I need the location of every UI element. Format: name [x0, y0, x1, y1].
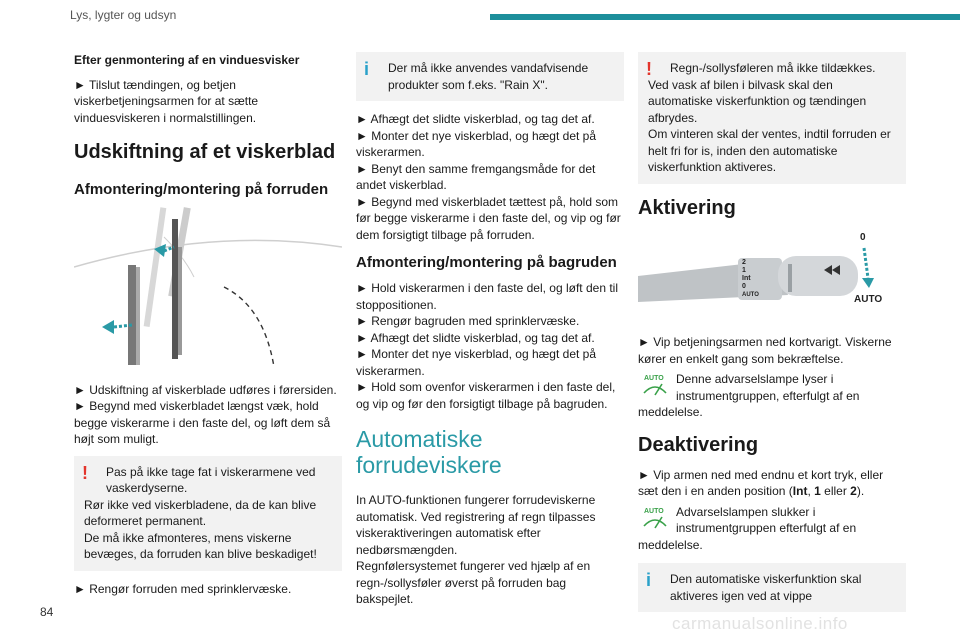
- wiper-lever-illustration: [638, 230, 906, 320]
- paragraph-slukker: Advarselslampen slukker i instrumentgruppen efterfulgt af en meddelelse.: [638, 504, 857, 552]
- auto-lamp-row-2: [638, 504, 906, 554]
- info-box-rain-x: [356, 52, 624, 101]
- lever-label-auto: AUTO: [742, 291, 759, 298]
- header-accent-bar: [490, 14, 960, 20]
- lever-label-0: 0: [742, 282, 746, 290]
- paragraph-rengor-forruden: ► Rengør forruden med sprinklervæske.: [74, 581, 292, 596]
- lever-label-1: 1: [742, 266, 746, 274]
- auto-wiper-lamp-icon: AUTO: [638, 504, 672, 532]
- warning-exclamation-icon: !: [646, 59, 652, 79]
- heading-aktivering: Aktivering: [638, 196, 736, 219]
- lever-figure: [638, 230, 906, 325]
- paragraph-efter-genmontering: ► Tilslut tændingen, og betjen viskerbetjeningsarmen for at sætte vinduesviskeren i normalstillingen.: [74, 77, 259, 125]
- warning-box-sensor: [638, 52, 906, 184]
- paragraph-forruden: ► Udskiftning af viskerblade udføres i førersiden. ► Begynd med viskerbladet længst væk, hold begge viskerarme i den faste del, og løft dem så højt som muligt.: [74, 382, 337, 446]
- warning-body: Ved vask af bilen i bilvask skal den automatiske viskerfunktion og tændingen afbrydes. Om vinteren skal der ventes, indtil forruden er helt fri for is, inden den automatiske viskerfunktion aktiveres.: [648, 77, 891, 174]
- heading-automatiske-forrudeviskere: [356, 426, 624, 478]
- info-text: Den automatiske viskerfunktion skal aktiveres igen ved at vippe: [670, 572, 862, 603]
- info-icon: i: [646, 570, 652, 590]
- running-header-title: Lys, lygter og udsyn: [70, 8, 177, 22]
- paragraph-bagruden: ► Hold viskerarmen i den faste del, og løft den til stoppositionen. ► Rengør bagruden med sprinklervæske. ► Afhægt det slidte viskerblad, og tag det af. ► Monter det nye viskerblad, og hægt det på viskerarmen. ► Hold som ovenfor viskerarmen i den faste del, og vip og før den forsigtigt tilbage på bagruden.: [356, 281, 618, 411]
- heading-udskiftning: Udskiftning af et viskerblad: [74, 141, 336, 163]
- watermark: carmanualsonline.info: [672, 614, 848, 633]
- paragraph-vip: ► Vip betjeningsarmen ned kortvarigt. Viskerne kører en enkelt gang som bekræftelse.: [638, 335, 892, 366]
- lever-label-int: Int: [742, 274, 751, 282]
- heading-deaktivering: Deaktivering: [638, 433, 759, 456]
- warning-first-line: Regn-/sollysføleren må ikke tildækkes.: [670, 61, 876, 75]
- paragraph-lampe: Denne advarselslampe lyser i instrumentgruppen, efterfulgt af en meddelelse.: [638, 372, 860, 419]
- auto-wiper-lamp-icon: AUTO: [638, 371, 672, 399]
- heading-forruden: Afmontering/montering på forruden: [74, 181, 329, 198]
- wiper-blade-illustration: [74, 207, 342, 367]
- page-number: 84: [40, 605, 54, 619]
- paragraph-afhaegt: ► Afhægt det slidte viskerblad, og tag det af. ► Monter det nye viskerblad, og hægt det på viskerarmen. ► Benyt den samme fremgangsmåde for det andet viskerblad. ► Begynd med viskerbladet tættest på, hold som før begge viskerarme i den faste del, og vip og før dem forsigtigt tilbage på forruden.: [356, 112, 621, 242]
- column-2: [356, 52, 624, 616]
- heading-auto-line1: Automatiske: [356, 426, 483, 452]
- lever-label-2: 2: [742, 258, 746, 266]
- paragraph-auto: In AUTO-funktionen fungerer forrudeviskerne automatisk. Ved registrering af regn tilpasses viskeraktiveringen automatisk efter nedbørsmængden. Regnfølersystemet fungerer ved hjælp af en regn-/sollysføler øverst på forruden bag bakspejlet.: [356, 493, 596, 606]
- warning-exclamation-icon: !: [82, 462, 88, 483]
- paragraph-vip2: ► Vip armen ned med endnu et kort tryk, eller sæt den i en anden position (Int, 1 eller 2).: [638, 467, 884, 498]
- figure-label-auto: AUTO: [854, 293, 883, 305]
- info-box-reaktiver: [638, 563, 906, 612]
- figure-label-0: 0: [860, 231, 866, 243]
- warning-box-viskerarme: [74, 456, 342, 571]
- warning-body: Rør ikke ved viskerbladene, da de kan blive deformeret permanent. De må ikke afmonteres, mens viskerne bevæges, da forruden kan blive beskadiget!: [84, 497, 317, 561]
- heading-auto-line2: forrudeviskere: [356, 452, 502, 478]
- info-text: Der må ikke anvendes vandafvisende produkter som f.eks. "Rain X".: [388, 61, 589, 92]
- column-1: [74, 52, 342, 605]
- info-icon: i: [364, 59, 370, 79]
- heading-bagruden: Afmontering/montering på bagruden: [356, 254, 617, 271]
- warning-first-line: Pas på ikke tage fat i viskerarmene ved vaskerdyserne.: [106, 464, 316, 495]
- auto-lamp-row: [638, 371, 906, 421]
- heading-efter-genmontering: Efter genmontering af en vinduesvisker: [74, 53, 300, 67]
- wiper-blade-figure: [74, 207, 342, 372]
- column-3: [638, 52, 906, 622]
